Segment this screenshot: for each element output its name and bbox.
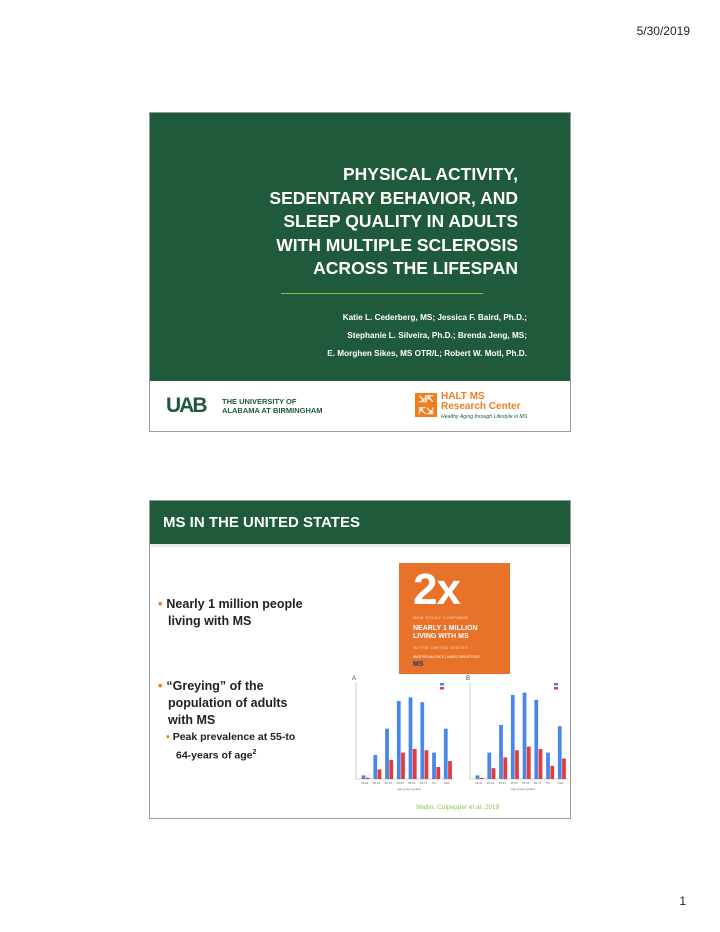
content-slide [149, 500, 571, 819]
chart-bar [480, 778, 484, 779]
infographic-text: NEW STUDY CONFIRMS [413, 615, 469, 620]
halt-ms-logo [415, 391, 550, 425]
x-axis-label: Age group (years) [511, 787, 536, 791]
x-tick-label: 18-24 [361, 781, 369, 785]
chart-bar [401, 753, 405, 779]
infographic-text: IN THE UNITED STATES [413, 645, 469, 650]
bullet-text: population of adults [168, 696, 288, 710]
nmss-logo: MS [413, 661, 424, 668]
bullet-text: Nearly 1 million people [166, 597, 303, 611]
chart-bar [366, 778, 370, 779]
header-separator [150, 544, 570, 547]
chart-bar [432, 753, 436, 779]
title-line: PHYSICAL ACTIVITY, [342, 164, 518, 184]
slide-title: MS IN THE UNITED STATES [163, 514, 360, 531]
halt-arrows-icon: ⇲⇱ ⇱⇲ [415, 393, 437, 417]
bullet-text: living with MS [168, 614, 252, 628]
chart-bar [534, 700, 538, 779]
chart-bar [397, 701, 401, 779]
x-tick-label: Total [557, 781, 564, 785]
chart-bar [527, 747, 531, 779]
bullet-dot: • [158, 679, 163, 693]
chart-bar [558, 726, 562, 779]
chart-bar [487, 753, 491, 779]
bullet-text: “Greying” of the [166, 679, 264, 693]
infographic-text: #MSPREVALENCE | NMSS.ORG/STUDY [413, 655, 480, 659]
page-number: 1 [679, 894, 686, 908]
page-date: 5/30/2019 [636, 24, 690, 38]
title-divider [281, 293, 483, 294]
prevalence-bar-chart [346, 673, 562, 801]
legend-swatch [440, 683, 444, 686]
chart-bar [389, 760, 393, 779]
chart-bar [492, 768, 496, 779]
x-tick-label: Total [443, 781, 450, 785]
halt-tagline: Healthy Aging through Lifestyle in MS [441, 414, 528, 420]
infographic-main-text [413, 625, 478, 641]
x-tick-label: 35-44 [498, 781, 506, 785]
bullet-item [158, 678, 328, 729]
halt-line1: HALT MS [441, 391, 485, 402]
bullet-text: Peak prevalence at 55-to [172, 731, 296, 743]
chart-bar [539, 749, 543, 779]
uab-line: ALABAMA AT BIRMINGHAM [222, 406, 323, 415]
chart-bar [373, 755, 377, 779]
uab-mark: UAB [166, 394, 206, 417]
chart-bar [550, 766, 554, 779]
author-line: Stephanie L. Silveira, Ph.D.; Brenda Jeng, MS; [347, 331, 527, 340]
chart-bar [546, 753, 550, 779]
x-tick-label: 25-34 [486, 781, 495, 785]
bullet-dot: • [158, 597, 163, 611]
citation: Wallin, Culpepper et al. 2019 [416, 804, 500, 811]
panel-label: A [352, 676, 357, 682]
chart-bar [448, 761, 452, 779]
bullet-dot: • [166, 731, 170, 743]
x-tick-label: 25-34 [372, 781, 381, 785]
chart-bar [515, 750, 519, 779]
title-line: SEDENTARY BEHAVIOR, AND [269, 187, 518, 208]
x-tick-label: 55-64 [408, 781, 416, 785]
uab-wordmark [222, 397, 323, 415]
chart-bar [409, 697, 413, 779]
author-line: Katie L. Cederberg, MS; Jessica F. Baird, Ph.D.; [342, 313, 527, 322]
legend-swatch [554, 683, 558, 686]
chart-bar [378, 769, 382, 779]
title-line: SLEEP QUALITY IN ADULTS [283, 211, 518, 231]
chart-bar [499, 725, 503, 779]
chart-bar [425, 750, 429, 779]
chart-bar [385, 729, 389, 779]
infographic-text: LIVING WITH MS [413, 633, 469, 640]
chart-bar [476, 775, 480, 779]
x-tick-label: 55-64 [522, 781, 530, 785]
chart-bar [511, 695, 515, 779]
ms-prevalence-infographic [399, 563, 510, 674]
title-line: ACROSS THE LIFESPAN [313, 258, 518, 278]
chart-bar [562, 759, 566, 779]
legend-swatch [440, 687, 444, 690]
logo-footer [150, 381, 570, 431]
chart-bar [420, 702, 424, 779]
citation-superscript: 2 [252, 749, 257, 756]
presentation-title [178, 163, 518, 281]
x-tick-label: 45-54 [510, 781, 518, 785]
bullet-item [158, 596, 333, 630]
x-tick-label: 45-54 [396, 781, 404, 785]
chart-bar [362, 775, 366, 779]
sub-bullet-item [166, 730, 336, 764]
chart-bar [444, 729, 448, 779]
title-line: WITH MULTIPLE SCLEROSIS [276, 234, 518, 255]
chart-bar [436, 767, 440, 779]
bullet-text: with MS [168, 713, 216, 727]
legend-swatch [554, 687, 558, 690]
x-tick-label: 65-74 [533, 781, 542, 785]
uab-line: THE UNIVERSITY OF [222, 397, 297, 406]
chart-bar [413, 749, 417, 779]
chart-bar [503, 757, 507, 779]
infographic-headline: 2x [413, 565, 460, 614]
title-slide [149, 112, 571, 432]
chart-bar [523, 693, 527, 779]
x-tick-label: 65-74 [419, 781, 428, 785]
slide-header [150, 501, 570, 544]
bullet-text: 64-years of age [176, 749, 253, 762]
x-axis-label: Age group (years) [397, 787, 422, 791]
x-tick-label: 35-44 [384, 781, 392, 785]
halt-line2: Research Center [441, 401, 521, 412]
panel-label: B [466, 676, 471, 682]
x-tick-label: 75+ [431, 781, 437, 785]
author-list [197, 309, 527, 363]
x-tick-label: 18-24 [475, 781, 483, 785]
author-line: E. Morghen Sikes, MS OTR/L; Robert W. Motl, Ph.D. [327, 349, 527, 358]
x-tick-label: 75+ [545, 781, 551, 785]
infographic-text: NEARLY 1 MILLION [413, 625, 478, 632]
